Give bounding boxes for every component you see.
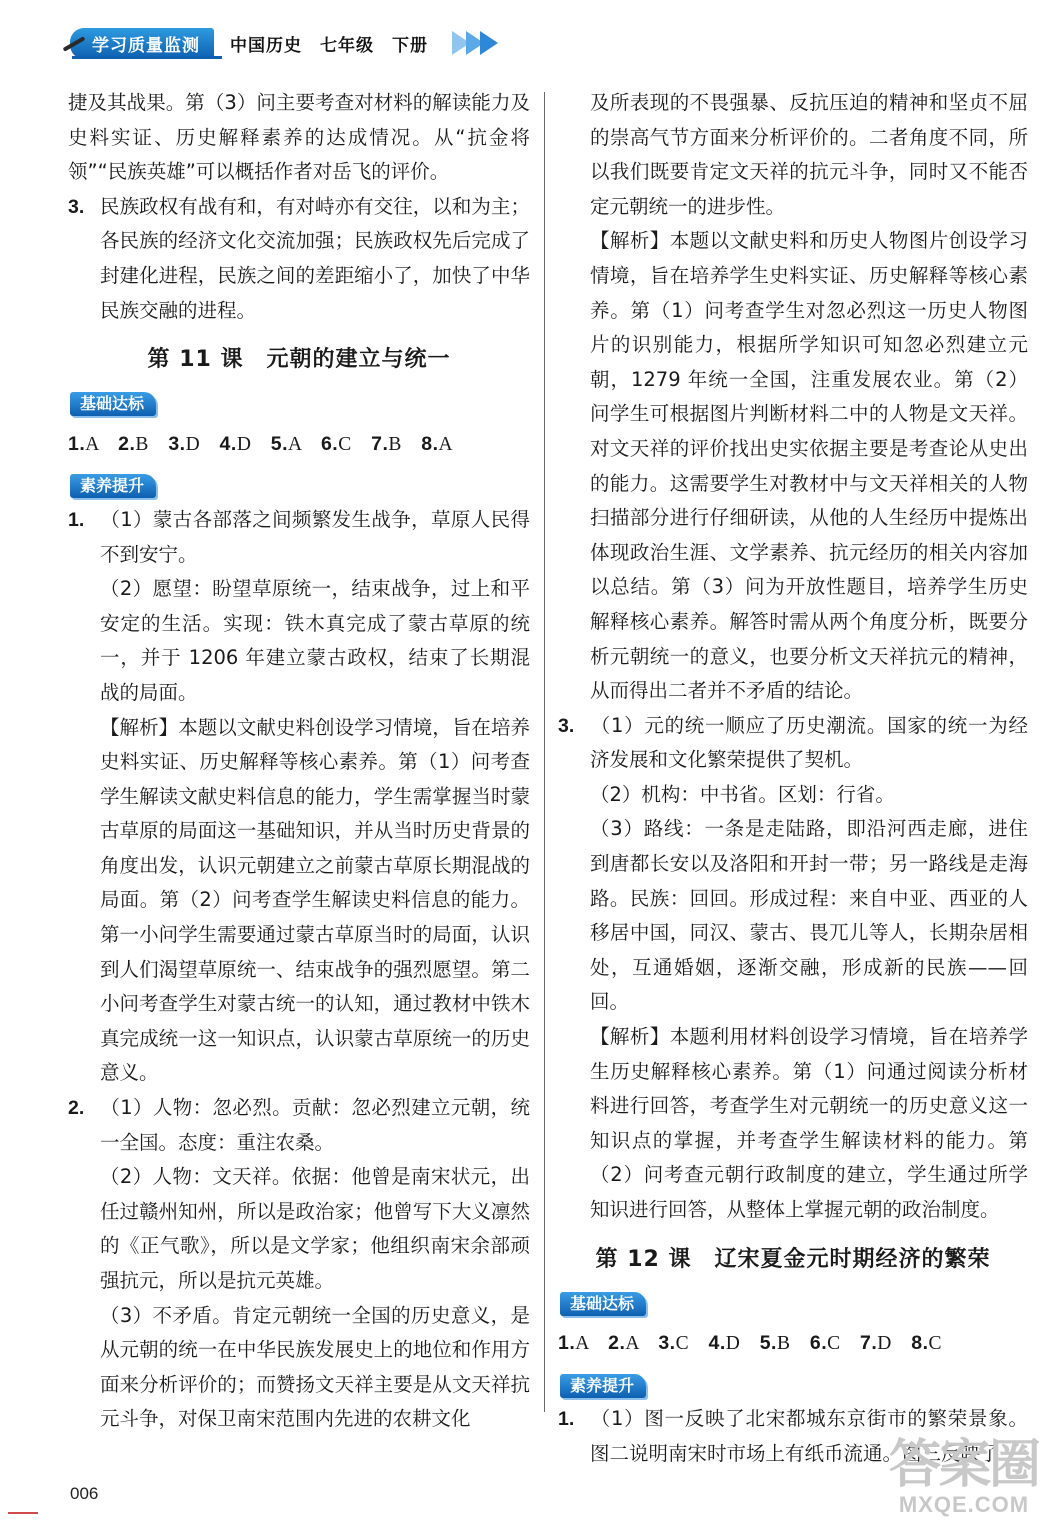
header-underline: [72, 56, 222, 59]
answer-num: 1.: [558, 1332, 576, 1355]
answer-num: 8.: [421, 432, 439, 455]
watermark: [888, 1435, 1039, 1518]
answer-num: 6.: [320, 432, 339, 455]
watermark-logo: 答案圈: [888, 1435, 1039, 1495]
subject-label: 中国历史 七年级 下册: [230, 35, 428, 56]
answer-num: 4.: [219, 432, 237, 455]
left-column: [68, 86, 530, 1437]
answer-text: （1）图一反映了北宋都城东京街市的繁荣景象。图二说明南宋时市场上有纸币流通。图三反映了: [590, 1407, 1028, 1465]
column-divider: [544, 92, 545, 1412]
corner-mark: [8, 1512, 38, 1514]
answer-choice: A: [625, 1333, 639, 1355]
answer-num: 7.: [371, 432, 389, 455]
question-number: 2.: [68, 1097, 85, 1120]
lesson-12-title: 第 12 课 辽宋夏金元时期经济的繁荣: [595, 1246, 991, 1272]
answer-choice: B: [135, 433, 149, 455]
continued-text: 捷及其战果。第（3）问主要考查对材料的解读能力及史料实证、历史解释素养的达成情况。从“抗金将领”“民族英雄”可以概括作者对岳飞的评价。: [68, 91, 530, 184]
brand-label: 学习质量监测: [70, 28, 214, 59]
answer-num: 3.: [168, 432, 186, 455]
answer-choice: C: [675, 1333, 690, 1355]
answer-choice: D: [725, 1333, 741, 1355]
basic-section-badge: 基础达标: [560, 1292, 646, 1316]
answer-text: 民族政权有战有和，有对峙亦有交往，以和为主；各民族的经济文化交流加强；民族政权先后完成了封建化进程，民族之间的差距缩小了，加快了中华民族交融的进程。: [100, 194, 530, 322]
answer-choice: A: [85, 433, 99, 455]
question-number: 1.: [558, 1408, 575, 1431]
answer-choice: D: [236, 433, 252, 455]
answer-num: 8.: [911, 1332, 929, 1355]
basic-answers: [558, 1326, 1028, 1362]
answer-text: （1）元的统一顺应了历史潮流。国家的统一为经济发展和文化繁荣提供了契机。: [590, 713, 1028, 772]
right-column: [558, 86, 1028, 1472]
answer-choice: D: [877, 1333, 892, 1355]
answer-choice: A: [288, 433, 302, 455]
answer-num: 2.: [118, 432, 136, 455]
answer-part: （3）路线：一条是走陆路，即沿河西走廊，进住到唐都长安以及洛阳和开封一带；另一路线是走海路。民族：回回。形成过程：来自中亚、西亚的人移居中国，同汉、蒙古、畏兀儿等人，长期杂居相处，互通婚姻，逐渐交融，形成新的民族——回回。: [590, 817, 1028, 1014]
answer-num: 6.: [809, 1332, 828, 1355]
lesson-11-title: 第 11 课 元朝的建立与统一: [147, 347, 451, 373]
answer-choice: C: [338, 433, 352, 455]
analysis-text: 【解析】本题以文献史料和历史人物图片创设学习情境，旨在培养学生史料实证、历史解释等核心素养。第（1）问考查学生对忽必烈这一历史人物图片的识别能力，根据所学知识可知忽必烈建立元朝，1279 年统一全国，注重发展农业。第（2）问学生可根据图片判断材料二中的人物是文天祥。对文天祥的评价找出史实依据主要是考查论从史出的能力。这需要学生对教材中与文天祥相关的人物扫描部分进行仔细研读，从他的人生经历中提炼出体现政治生涯、文学素养、抗元经历的相关内容加以总结。第（3）问为开放性题目，培养学生历史解释核心素养。解答时需从两个角度分析，既要分析元朝统一的意义，也要分析文天祥抗元的精神，从而得出二者并不矛盾的结论。: [590, 229, 1028, 703]
answer-text: （1）人物：忽必烈。贡献：忽必烈建立元朝，统一全国。态度：重注农桑。: [100, 1096, 530, 1154]
advance-section-badge: 素养提升: [70, 474, 156, 498]
watermark-url: MXQE.COM: [898, 1492, 1030, 1517]
question-number: 3.: [68, 195, 85, 218]
page-header: [70, 26, 498, 60]
answer-num: 5.: [759, 1332, 777, 1355]
answer-num: 5.: [270, 432, 289, 455]
answer-num: 7.: [860, 1332, 878, 1355]
double-arrow-icon: [456, 31, 498, 55]
answer-num: 2.: [608, 1332, 626, 1355]
page-number: 006: [70, 1484, 99, 1503]
continued-text: 及所表现的不畏强暴、反抗压迫的精神和坚贞不屈的崇高气节方面来分析评价的。二者角度不同，所以我们既要肯定文天祥的抗元斗争，同时又不能否定元朝统一的进步性。: [590, 91, 1028, 218]
question-number: 1.: [68, 508, 85, 531]
advance-section-badge: 素养提升: [560, 1374, 646, 1398]
question-number: 3.: [558, 714, 575, 737]
question-2: [68, 1091, 530, 1160]
answer-part: （3）不矛盾。肯定元朝统一全国的历史意义，是从元朝的统一在中华民族发展史上的地位和作用方面来分析评价的；而赞扬文天祥主要是从文天祥抗元斗争，对保卫南宋范围内先进的农耕文化: [100, 1303, 530, 1431]
answer-choice: D: [185, 433, 201, 455]
answer-choice: C: [928, 1333, 943, 1355]
answer-choice: A: [438, 433, 454, 455]
basic-section-badge: 基础达标: [70, 392, 156, 416]
answer-num: 1.: [68, 432, 86, 455]
answer-choice: B: [776, 1333, 791, 1355]
answer-part: （2）愿望：盼望草原统一，结束战争，过上和平安定的生活。实现：铁木真完成了蒙古草原的统一，并于 1206 年建立蒙古政权，结束了长期混战的局面。: [100, 577, 530, 704]
analysis-text: 【解析】本题以文献史料创设学习情境，旨在培养史料实证、历史解释等核心素养。第（1）问考查学生解读文献史料信息的能力，学生需掌握当时蒙古草原的局面这一基础知识，并从当时历史背景的角度出发，认识元朝建立之前蒙古草原长期混战的局面。第（2）问考查学生解读史料信息的能力。第一小问学生需要通过蒙古草原当时的局面，认识到人们渴望草原统一、结束战争的强烈愿望。第二小问考查学生对蒙古统一的认知，通过教材中铁木真完成统一这一知识点，认识蒙古草原统一的历史意义。: [100, 715, 530, 1085]
basic-answers: [68, 427, 530, 463]
question-3: [68, 190, 530, 328]
answer-part: （2）机构：中书省。区划：行省。: [590, 782, 895, 806]
analysis-text: 【解析】本题利用材料创设学习情境，旨在培养学生历史解释核心素养。第（1）问通过阅读分析材料进行回答，考查学生对元朝统一的历史意义这一知识点的掌握，并考查学生解读材料的能力。第（2）问考查元朝行政制度的建立，学生通过所学知识进行回答，从整体上掌握元朝的政治制度。: [590, 1025, 1028, 1221]
question-1: [68, 503, 530, 572]
answer-choice: B: [388, 433, 402, 455]
question-3: [558, 709, 1028, 778]
answer-num: 3.: [658, 1332, 676, 1355]
answer-choice: C: [827, 1333, 841, 1355]
answer-choice: A: [575, 1333, 589, 1355]
answer-part: （2）人物：文天祥。依据：他曾是南宋状元，出任过赣州知州，所以是政治家；他曾写下大义凛然的《正气歌》，所以是文学家；他组织南宋余部顽强抗元，所以是抗元英雄。: [100, 1165, 530, 1292]
answer-num: 4.: [708, 1332, 726, 1355]
answer-text: （1）蒙古各部落之间频繁发生战争，草原人民得不到安宁。: [100, 507, 530, 566]
